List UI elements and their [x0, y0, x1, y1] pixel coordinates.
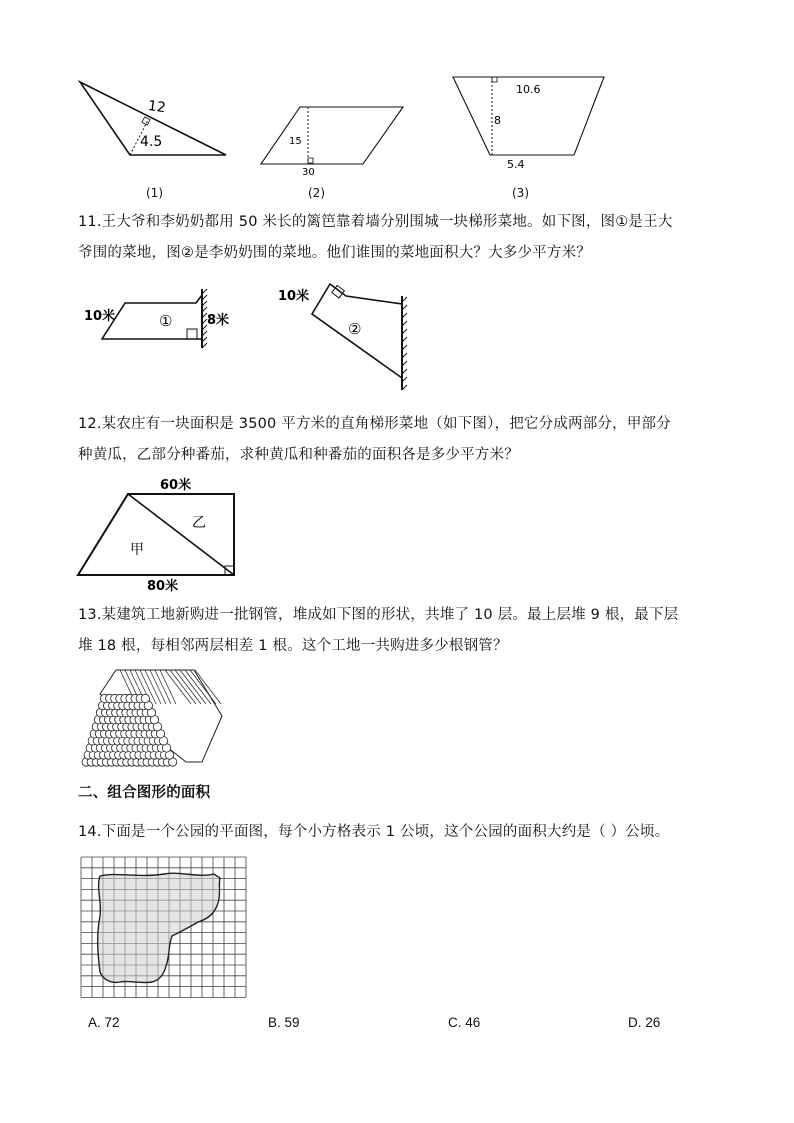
question-13-line-1: 13.某建筑工地新购进一批钢管，堆成如下图的形状，共堆了 10 层。最上层堆 9 根，最下层 [78, 607, 679, 623]
trapezoid-bottom-length: 80米 [147, 579, 179, 594]
figure-parallelogram [260, 106, 410, 176]
figure-wang-garden [84, 286, 244, 356]
question-11-line-1: 11.王大爷和李奶奶都用 50 米长的篱笆靠着墙分别围城一块梯形菜地。如下图，图①是王大 [78, 214, 673, 230]
wang-right-label: 8米 [207, 313, 230, 328]
trapezoid-top-length: 60米 [160, 478, 192, 493]
question-13-line-2: 堆 18 根，每相邻两层相差 1 根。这个工地一共购进多少根钢管？ [78, 638, 508, 654]
figure-2-caption: (2) [308, 186, 325, 200]
wang-mark: ① [159, 312, 173, 330]
section-2-title: 二、组合图形的面积 [78, 785, 211, 801]
part-a-label: 甲 [130, 542, 144, 558]
figure-steel-pipes [76, 664, 226, 770]
figure-3-caption: (3) [512, 186, 529, 200]
option-d[interactable]: D. 26 [628, 1015, 661, 1030]
trapezoid-height-label: 8 [494, 114, 501, 127]
li-top-label: 10米 [278, 289, 310, 304]
trapezoid-bottom-label: 5.4 [507, 158, 525, 171]
question-12-line-2: 种黄瓜，乙部分种番茄，求种黄瓜和种番茄的面积各是多少平方米？ [78, 447, 519, 463]
figure-li-garden [278, 282, 428, 394]
li-mark: ② [348, 320, 362, 338]
figure-triangle [76, 78, 236, 160]
triangle-height-label: 4.5 [140, 134, 163, 150]
figure-right-trapezoid [76, 474, 246, 594]
trapezoid-top-label: 10.6 [516, 83, 541, 96]
triangle-side-label: 12 [146, 97, 167, 117]
part-b-label: 乙 [192, 515, 206, 531]
parallelogram-height-label: 15 [289, 136, 302, 147]
option-b[interactable]: B. 59 [268, 1015, 300, 1030]
option-c[interactable]: C. 46 [448, 1015, 481, 1030]
option-a[interactable]: A. 72 [88, 1015, 120, 1030]
figure-park-grid [80, 856, 250, 998]
figure-1-caption: (1) [146, 186, 163, 200]
question-14-line-1: 14.下面是一个公园的平面图，每个小方格表示 1 公顷，这个公园的面积大约是（ ）公顷。 [78, 824, 670, 840]
question-11-line-2: 爷围的菜地，图②是李奶奶围的菜地。他们谁围的菜地面积大？大多少平方米？ [78, 245, 591, 261]
parallelogram-base-label: 30 [302, 167, 315, 178]
question-12-line-1: 12.某农庄有一块面积是 3500 平方米的直角梯形菜地（如下图），把它分成两部分，甲部分 [78, 416, 671, 432]
figure-trapezoid [452, 76, 612, 172]
wang-left-label: 10米 [84, 309, 116, 324]
